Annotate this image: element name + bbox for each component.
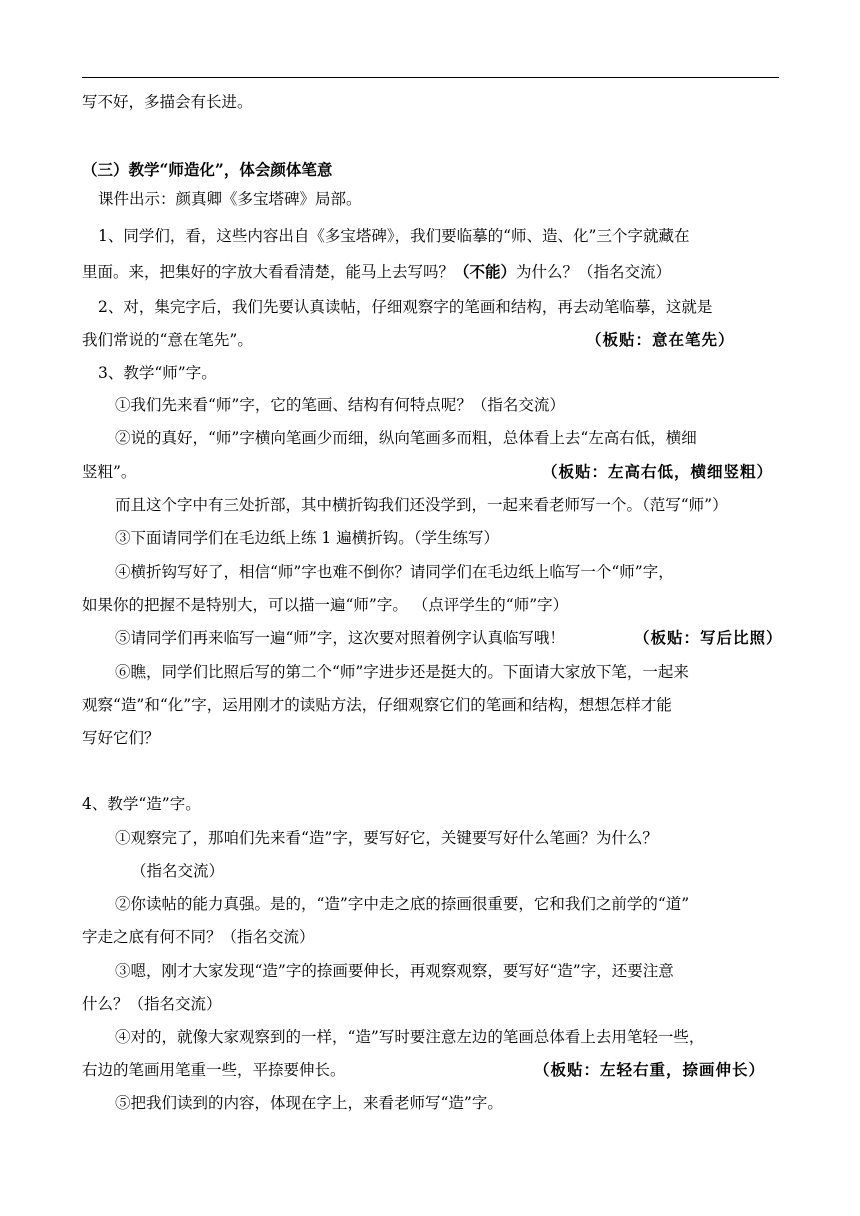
board-note: （板贴：写后比照） [634, 628, 783, 647]
text-line: 2、对，集完字后，我们先要认真读帖，仔细观察字的笔画和结构，再去动笔临摹，这就是 [98, 298, 713, 316]
text-line: ④横折钩写好了，相信“师”字也难不倒你？请同学们在毛边纸上临写一个“师”字， [115, 563, 674, 581]
text-line: （指名交流） [131, 862, 225, 880]
text-line: 1、同学们，看，这些内容出自《多宝塔碑》，我们要临摹的“师、造、化”三个字就藏在 [98, 227, 690, 245]
text-line: ①我们先来看“师”字，它的笔画、结构有何特点呢？（指名交流） [115, 396, 565, 414]
text-line: 观察“造”和“化”字，运用刚才的读贴方法，仔细观察它们的笔画和结构，想想怎样才能 [82, 696, 672, 714]
text-line: 我们常说的“意在笔先”。 [82, 331, 253, 349]
text-line: 右边的笔画用笔重一些，平捺要伸长。 [82, 1061, 346, 1079]
text-line: ④对的，就像大家观察到的一样，“造”写时要注意左边的笔画总体看上去用笔轻一些， [115, 1028, 705, 1046]
text-line: ②你读帖的能力真强。是的，“造”字中走之底的捺画很重要，它和我们之前学的“道” [115, 895, 690, 913]
section-heading: （三）教学“师造化”，体会颜体笔意 [82, 160, 333, 179]
text-line: ③嗯，刚才大家发现“造”字的捺画要伸长，再观察观察，要写好“造”字，还要注意 [115, 962, 674, 980]
text-run: 里面。来，把集好的字放大看看清楚，能马上去写吗？ [82, 263, 455, 281]
subsection-heading: 3、教学“师”字。 [98, 364, 217, 382]
text-line: 如果你的把握不是特别大，可以描一遍“师”字。 （点评学生的“师”字） [82, 596, 569, 614]
text-line: ②说的真好，“师”字横向笔画少而细，纵向笔画多而粗，总体看上去“左高右低，横细 [115, 429, 697, 447]
text-line: 写好它们？ [82, 729, 160, 747]
text-line: ⑤请同学们再来临写一遍“师”字，这次要对照着例字认真临写哦！ [115, 629, 565, 647]
text-line: 什么？（指名交流） [82, 995, 222, 1013]
courseware-line: 课件出示：颜真卿《多宝塔碑》局部。 [98, 190, 362, 208]
text-line: 竖粗”。 [82, 463, 137, 481]
text-line: 字走之底有何不同？（指名交流） [82, 928, 315, 946]
text-line [82, 260, 671, 282]
text-line: ①观察完了，那咱们先来看“造”字，要写好它，关键要写好什么笔画？为什么？ [115, 829, 658, 847]
text-line: 写不好，多描会有长进。 [82, 93, 253, 111]
text-line: ③下面请同学们在毛边纸上练 1 遍横折钩。（学生练写） [115, 529, 499, 547]
text-line: ⑥瞧，同学们比照后写的第二个“师”字进步还是挺大的。下面请大家放下笔，一起来 [115, 663, 689, 681]
text-line: ⑤把我们读到的内容，体现在字上，来看老师写“造”字。 [115, 1094, 503, 1112]
board-note: （板贴：左轻右重，捺画伸长） [534, 1060, 766, 1079]
board-note: （板贴：意在笔先） [586, 330, 735, 349]
text-line: 而且这个字中有三处折部，其中横折钩我们还没学到，一起来看老师写一个。（范写“师”） [115, 496, 728, 514]
text-run: 为什么？（指名交流） [516, 263, 672, 281]
subsection-heading: 4、教学“造”字。 [82, 795, 201, 813]
header-rule [82, 77, 779, 78]
board-note: （板贴：左高右低，横细竖粗） [542, 462, 774, 481]
answer-text: （不能） [454, 262, 517, 281]
